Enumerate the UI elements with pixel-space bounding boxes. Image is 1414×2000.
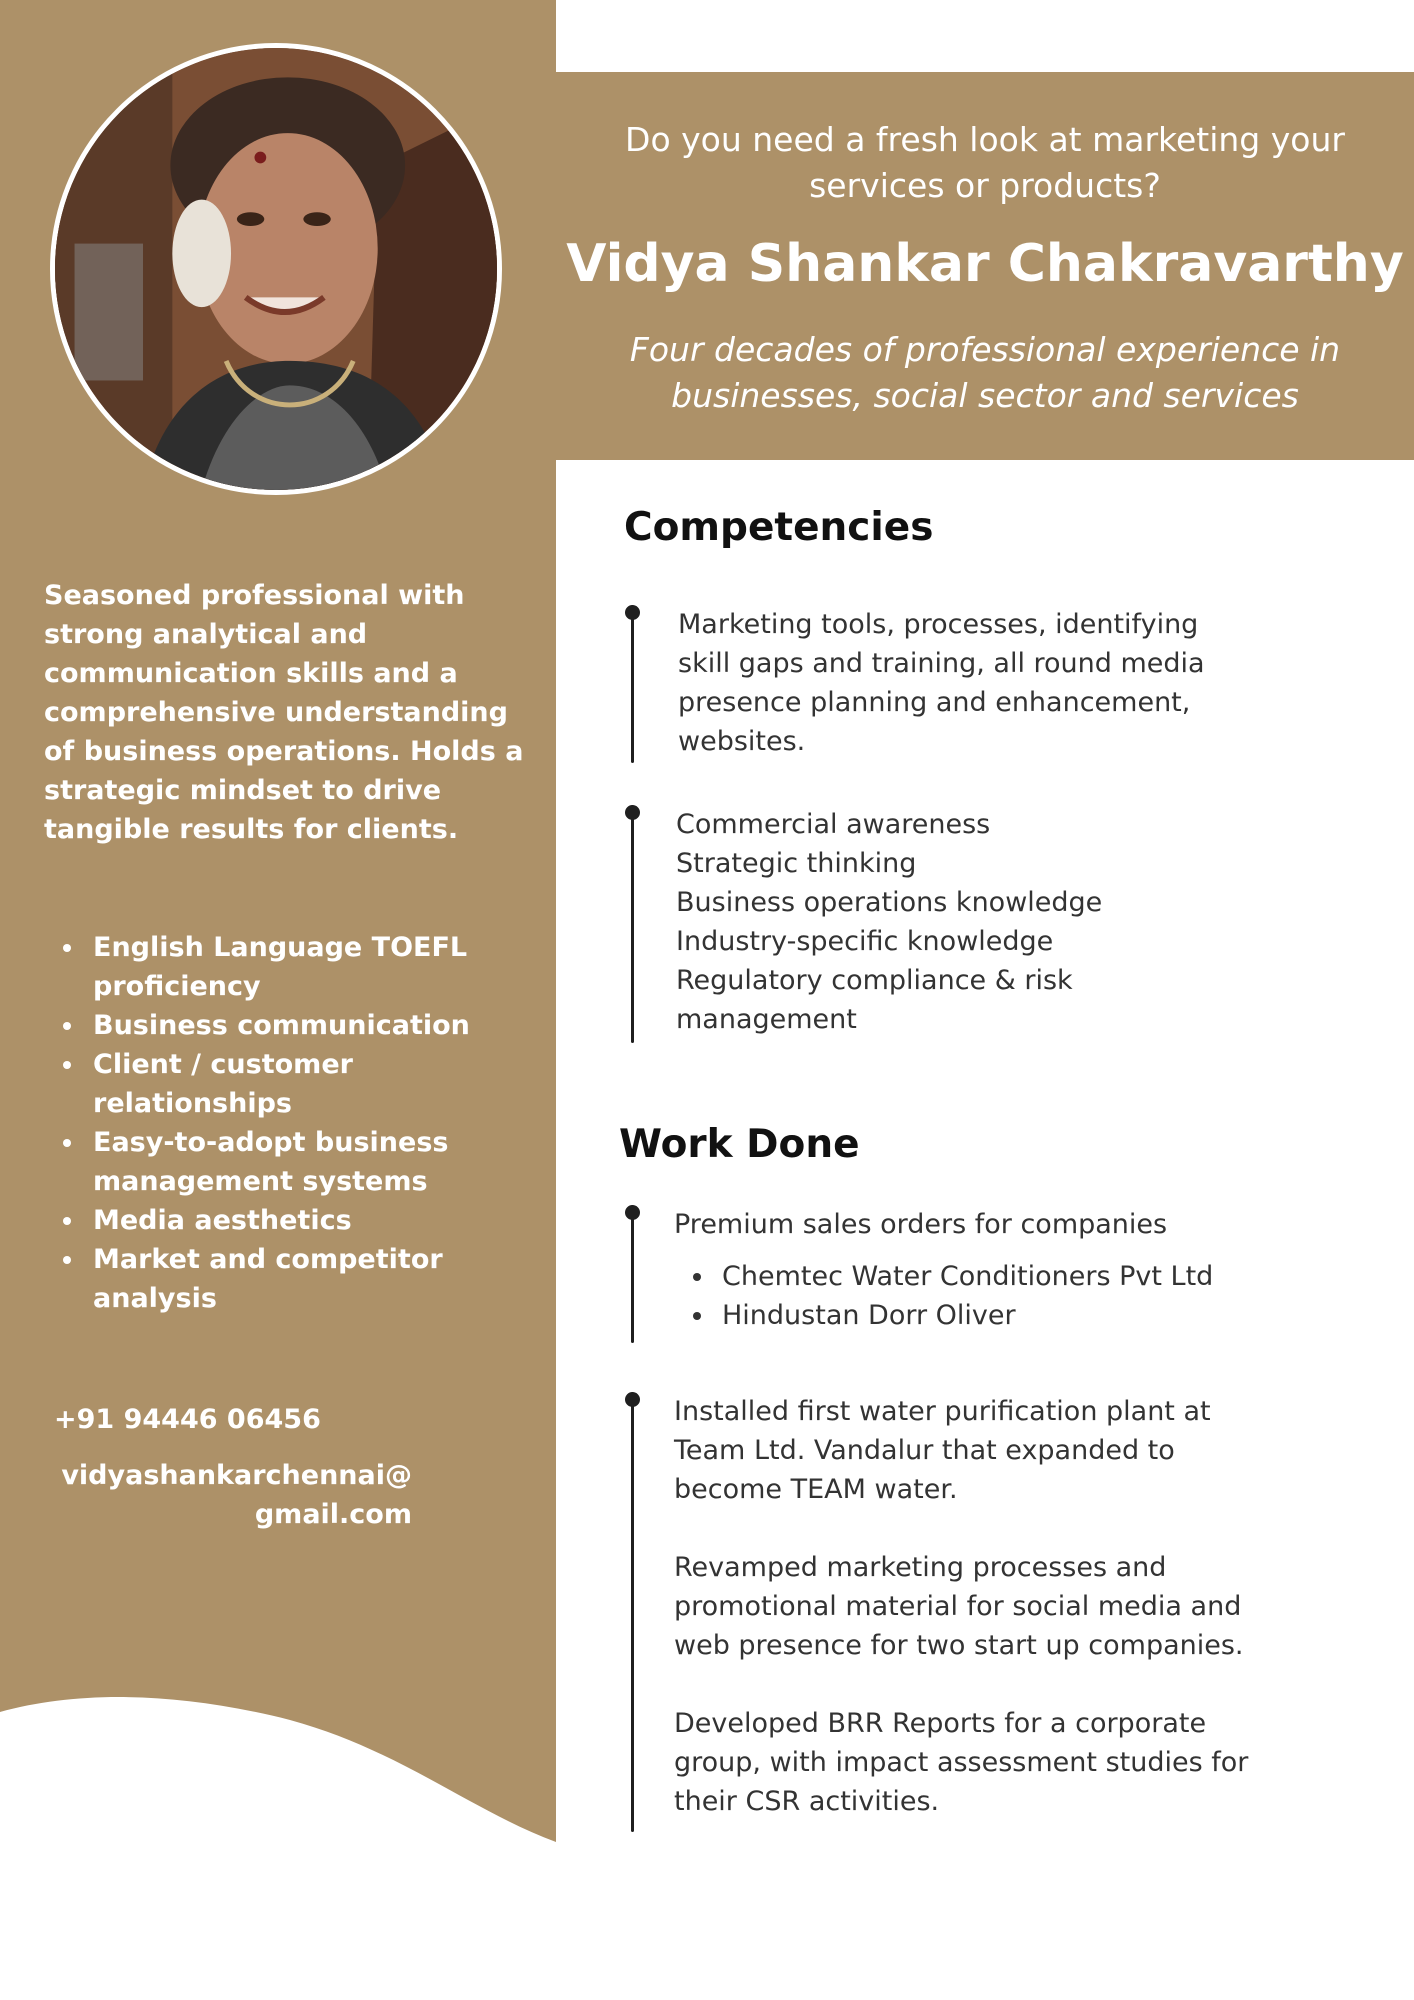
competency-item: Commercial awareness (676, 809, 991, 840)
person-name: Vidya Shankar Chakravarthy (566, 234, 1404, 294)
work-done-heading: Work Done (619, 1122, 860, 1167)
competency-item: Business operations knowledge (676, 887, 1103, 918)
timeline-dot (625, 1205, 640, 1220)
competencies-heading: Competencies (624, 505, 934, 550)
competency-list (676, 805, 1236, 1039)
skill-item: Business communication (44, 1006, 514, 1045)
profile-summary: Seasoned professional with strong analytical and communication skills and a comprehensive understanding of business operations. Holds a strategic mindset to drive tangible results for clients. (44, 580, 524, 845)
timeline-line (631, 605, 634, 763)
work-text (674, 1392, 1284, 1821)
work-block-2 (631, 1392, 1331, 1832)
timeline-dot (625, 1392, 640, 1407)
timeline-line (631, 1205, 634, 1343)
work-text (674, 1205, 1294, 1335)
competency-item: Strategic thinking (676, 848, 917, 879)
competency-item: Industry-specific knowledge (676, 926, 1054, 957)
company-item: Chemtec Water Conditioners Pvt Ltd (674, 1257, 1294, 1296)
skill-item: Market and competitor analysis (44, 1240, 514, 1318)
email-address: vidyashankarchennai@ gmail.com (61, 1460, 412, 1530)
timeline-dot (625, 805, 640, 820)
header-question: Do you need a fresh look at marketing your services or products? (625, 120, 1345, 205)
phone-number: +91 94446 06456 (54, 1404, 321, 1435)
work-item: Revamped marketing processes and promotional material for social media and web presence for two start up companies. (674, 1552, 1244, 1661)
profile-photo (50, 43, 502, 495)
competency-block-2 (631, 805, 1331, 1043)
skills-list (44, 928, 514, 1318)
portrait-image (55, 48, 497, 490)
skill-item: Media aesthetics (44, 1201, 514, 1240)
timeline-line (631, 1392, 634, 1832)
header (556, 72, 1414, 460)
skill-item: English Language TOEFL proficiency (44, 928, 514, 1006)
header-tagline: Four decades of professional experience in businesses, social sector and services (629, 330, 1341, 415)
companies-list (674, 1257, 1294, 1335)
work-item: Installed first water purification plant at Team Ltd. Vandalur that expanded to become TEAM water. (674, 1396, 1211, 1505)
work-item: Developed BRR Reports for a corporate group, with impact assessment studies for their CSR activities. (674, 1708, 1249, 1817)
skill-item: Easy-to-adopt business management systems (44, 1123, 514, 1201)
timeline-dot (625, 605, 640, 620)
work-intro: Premium sales orders for companies (674, 1209, 1168, 1240)
competency-item: Regulatory compliance & risk management (676, 965, 1073, 1035)
company-item: Hindustan Dorr Oliver (674, 1296, 1294, 1335)
competency-text: Marketing tools, processes, identifying skill gaps and training, all round media presence planning and enhancement, websites. (678, 609, 1205, 757)
skill-item: Client / customer relationships (44, 1045, 514, 1123)
competency-block-1 (631, 605, 1331, 763)
work-block-1 (631, 1205, 1331, 1343)
timeline-line (631, 805, 634, 1043)
